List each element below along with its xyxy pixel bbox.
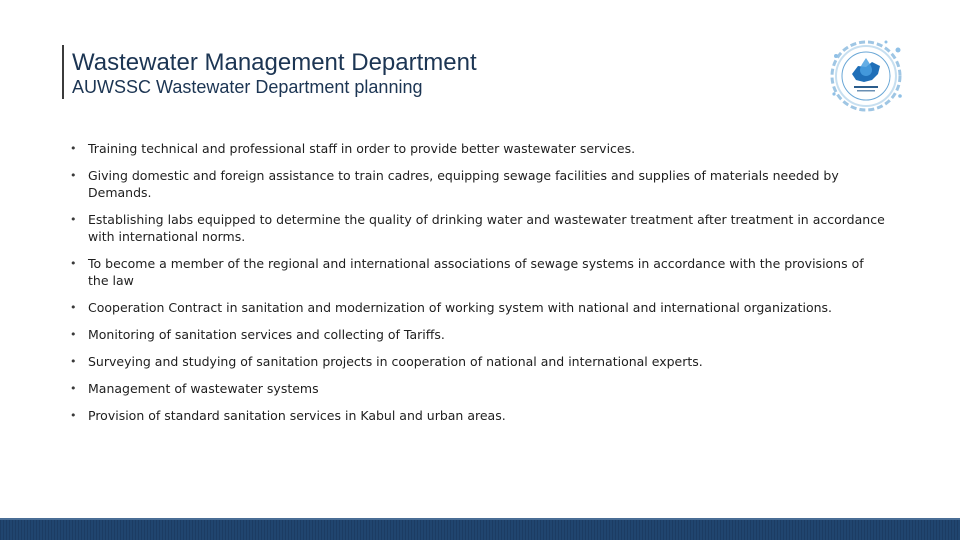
bullet-list — [68, 140, 888, 434]
slide-title: Wastewater Management Department — [72, 49, 477, 76]
bullet-marker: • — [70, 169, 77, 182]
list-item — [68, 299, 888, 316]
bullet-marker: • — [70, 301, 77, 314]
list-item — [68, 211, 888, 245]
bullet-marker: • — [70, 142, 77, 155]
list-item — [68, 326, 888, 343]
bullet-marker: • — [70, 257, 77, 270]
bullet-marker: • — [70, 328, 77, 341]
list-item-text: Management of wastewater systems — [88, 381, 319, 396]
list-item-text: Giving domestic and foreign assistance to train cadres, equipping sewage facilities and supplies of materials needed by Demands. — [88, 168, 839, 200]
list-item-text: Provision of standard sanitation services in Kabul and urban areas. — [88, 408, 506, 423]
list-item-text: Training technical and professional staff in order to provide better wastewater services. — [88, 141, 636, 156]
footer-bar — [0, 518, 960, 540]
list-item-text: Monitoring of sanitation services and collecting of Tariffs. — [88, 327, 445, 342]
list-item — [68, 353, 888, 370]
title-accent-bar — [62, 45, 64, 99]
organization-logo-icon — [826, 36, 906, 116]
list-item-text: Cooperation Contract in sanitation and modernization of working system with national and international organizations. — [88, 300, 833, 315]
slide-subtitle: AUWSSC Wastewater Department planning — [72, 77, 423, 97]
list-item — [68, 407, 888, 424]
bullet-marker: • — [70, 409, 77, 422]
list-item — [68, 140, 888, 157]
bullet-marker: • — [70, 213, 77, 226]
list-item-text: Establishing labs equipped to determine the quality of drinking water and wastewater treatment after treatment in accordance with international norms. — [88, 212, 885, 244]
list-item-text: Surveying and studying of sanitation projects in cooperation of national and international experts. — [88, 354, 703, 369]
bullet-marker: • — [70, 355, 77, 368]
list-item — [68, 380, 888, 397]
list-item-text: To become a member of the regional and international associations of sewage systems in accordance with the provisions of the law — [88, 256, 864, 288]
bullet-marker: • — [70, 382, 77, 395]
list-item — [68, 255, 888, 289]
list-item — [68, 167, 888, 201]
